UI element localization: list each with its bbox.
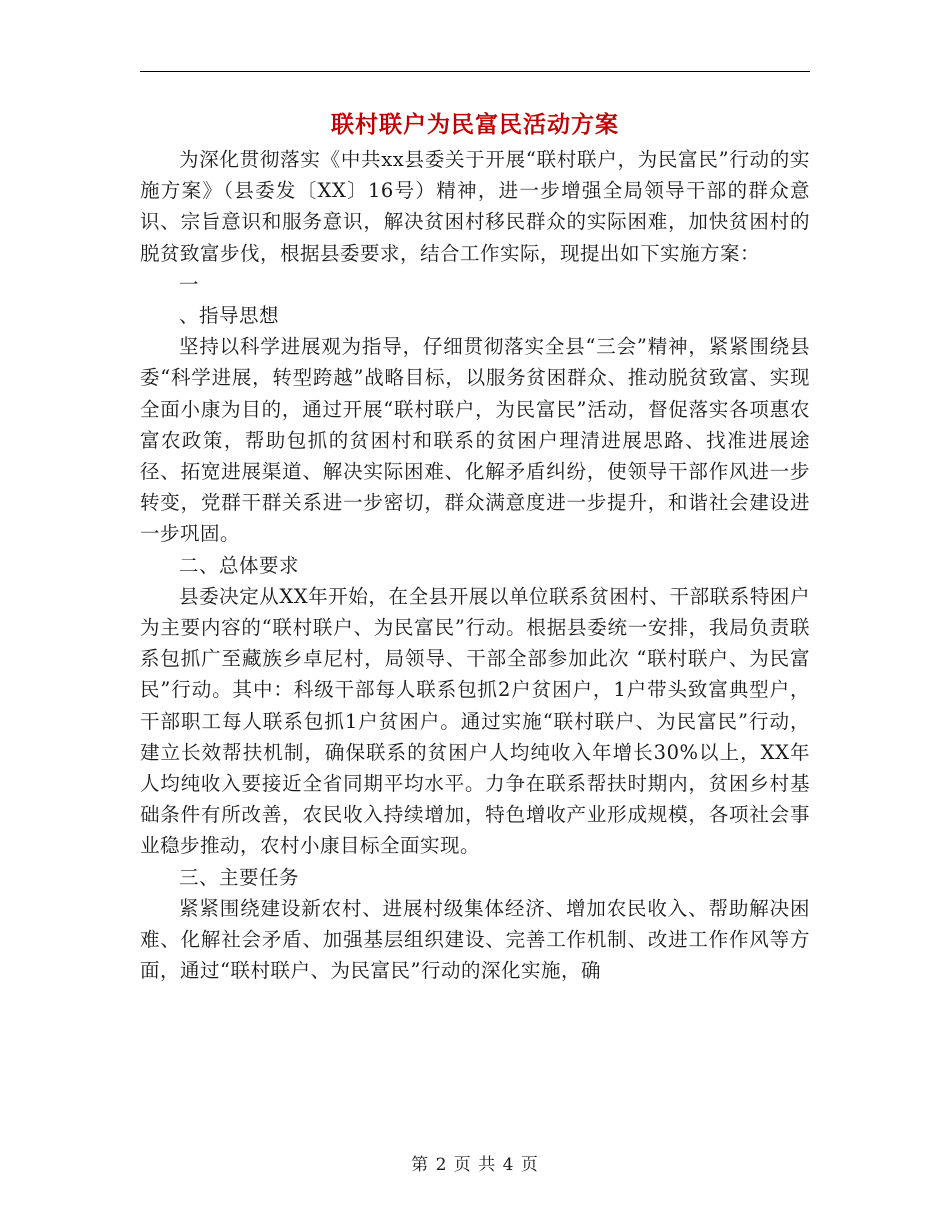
section-heading-guiding-thought: 、指导思想	[179, 304, 280, 328]
paragraph-intro: 为深化贯彻落实《中共xx县委关于开展“联村联户，为民富民”行动的实施方案》（县委发〔XX〕16号）精神，进一步增强全局领导干部的群众意识、宗旨意识和服务意识，解决贫困村移民群众的实际困难，加快贫困村的脱贫致富步伐，根据县委要求，结合工作实际，现提出如下实施方案：	[140, 148, 810, 265]
document-title: 联村联户为民富民活动方案	[331, 111, 619, 138]
page-number: 第 2 页 共 4 页	[411, 1155, 539, 1175]
paragraph-main-tasks: 紧紧围绕建设新农村、进展村级集体经济、增加农民收入、帮助解决困难、化解社会矛盾、加强基层组织建设、完善工作机制、改进工作作风等方面，通过“联村联户、为民富民”行动的深化实施，确	[140, 896, 810, 983]
section-number-one: 一	[179, 272, 200, 296]
document-body	[140, 144, 810, 986]
header-rule	[140, 71, 810, 72]
section-heading-overall-requirements: 二、总体要求	[179, 553, 300, 577]
paragraph-guiding-thought: 坚持以科学进展观为指导，仔细贯彻落实全县“三会”精神，紧紧围绕县委“科学进展，转型跨越”战略目标，以服务贫困群众、推动脱贫致富、实现全面小康为目的，通过开展“联村联户，为民富民”活动，督促落实各项惠农富农政策，帮助包抓的贫困村和联系的贫困户理清进展思路、找准进展途径、拓宽进展渠道、解决实际困难、化解矛盾纠纷，使领导干部作风进一步转变，党群干群关系进一步密切，群众满意度进一步提升，和谐社会建设进一步巩固。	[140, 335, 810, 546]
paragraph-overall-requirements: 县委决定从XX年开始，在全县开展以单位联系贫困村、干部联系特困户为主要内容的“联村联户、为民富民”行动。根据县委统一安排，我局负责联系包抓广至藏族乡卓尼村，局领导、干部全部参加此次 “联村联户、为民富民”行动。其中：科级干部每人联系包抓2户贫困户，1户带头致富典型户，干部职工每人联系包抓1户贫困户。通过实施“联村联户、为民富民”行动，建立长效帮扶机制，确保联系的贫困户人均纯收入年增长30%以上，XX年人均纯收入要接近全省同期平均水平。力争在联系帮扶时期内，贫困乡村基础条件有所改善，农民收入持续增加，特色增收产业形成规模，各项社会事业稳步推动，农村小康目标全面实现。	[140, 584, 810, 858]
section-heading-main-tasks: 三、主要任务	[179, 865, 300, 889]
